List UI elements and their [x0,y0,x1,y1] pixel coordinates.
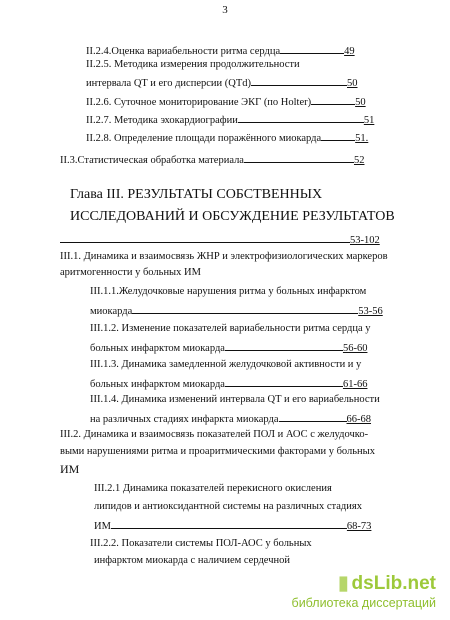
toc-page-ref: 68-73 [346,521,372,532]
toc-entry-text: больных инфарктом миокарда [90,379,225,390]
toc-entry-text: III.1. Динамика и взаимосвязь ЖНР и электрофизиологических маркеров [60,251,388,262]
leader-line [280,42,344,54]
toc-page-ref: 53-56 [358,306,383,317]
toc-entry-text: липидов и антиоксидантной системы на различных стадиях [94,501,362,512]
toc-entry [90,358,361,372]
toc-entry-text: II.2.6. Суточное мониторирование ЭКГ (по Holter) [86,97,312,108]
toc-page-ref: 52 [353,155,365,166]
toc-page-ref: 61-66 [342,379,368,390]
toc-entry-text: ИМ [60,462,80,476]
toc-entry [90,322,370,336]
toc-entry-continued [94,517,371,534]
toc-entry-text: II.2.7. Методика эхокардиографии [86,115,238,126]
toc-page-ref: 51. [355,133,369,144]
toc-entry-text: больных инфарктом миокарда [90,343,225,354]
toc-page-ref: 50 [347,78,358,89]
leader-line [238,111,364,123]
toc-entry-text: III.2.1 Динамика показателей перекисного окисления [94,483,332,494]
toc-entry-continued [60,266,201,280]
toc-page-ref: 56-60 [342,343,368,354]
leader-line [60,231,350,243]
toc-entry [86,58,300,72]
leader-line [311,93,355,105]
toc-entry-text: II.2.5. Методика измерения продолжительности [86,59,300,70]
watermark-tagline: библиотека диссертаций [291,596,436,610]
leader-line [225,339,343,351]
leader-line [279,410,347,422]
leader-line [244,151,354,163]
toc-entry-text: выми нарушениями ритма и проаритмическими факторами у больных [60,446,375,457]
leader-line [321,129,355,141]
toc-entry [60,151,364,168]
book-icon: ▮ [338,573,349,594]
toc-entry-text: на различных стадиях инфаркта миокарда [90,414,279,425]
toc-entry-text: аритмогенности у больных ИМ [60,267,201,278]
toc-entry-text: III.1.3. Динамика замедленной желудочковой активности и у [90,359,362,370]
toc-entry-text: III.2. Динамика и взаимосвязь показателей ПОЛ и АОС с желудочко- [60,429,369,440]
toc-page-ref: 53-102 [350,235,380,246]
toc-entry-text: ИМ [94,521,111,532]
leader-line [225,375,343,387]
toc-entry [90,537,312,551]
toc-entry-text: инфарктом миокарда с наличием сердечной [94,555,290,566]
toc-entry-text: миокарда [90,306,133,317]
toc-entry [60,250,388,264]
toc-entry-continued [90,410,371,427]
toc-entry-text: III.1.4. Динамика изменений интервала QT и его вариабельности [90,394,380,405]
toc-page-ref: 50 [355,97,366,108]
toc-entry-text: II.2.8. Определение площади поражённого миокарда [86,133,322,144]
toc-entry-continued [90,302,383,319]
toc-entry-text: III.2.2. Показатели системы ПОЛ-АОС у больных [90,538,312,549]
toc-entry [90,393,380,407]
toc-entry [90,285,366,299]
chapter-heading: ИССЛЕДОВАНИЙ И ОБСУЖДЕНИЕ РЕЗУЛЬТАТОВ [70,209,395,224]
page-number: 3 [222,4,228,16]
toc-entry [94,482,332,496]
toc-entry-text: интервала QT и его дисперсии (QTd) [86,78,252,89]
toc-entry-text: II.2.4.Оценка вариабельности ритма сердца [86,46,281,57]
toc-entry [86,93,366,110]
toc-entry [86,129,368,146]
leader-line [132,302,358,314]
toc-page-ref: 66-68 [346,414,372,425]
toc-entry-continued [60,445,375,459]
leader-line [111,517,347,529]
toc-entry-continued [60,231,380,248]
toc-entry-continued [60,462,79,476]
chapter-heading: Глава III. РЕЗУЛЬТАТЫ СОБСТВЕННЫХ [70,187,323,202]
toc-entry-text: II.3.Статистическая обработка материала [60,155,244,166]
toc-entry-continued [94,500,362,514]
watermark-logo-text: dsLib.net [351,573,436,594]
toc-entry [60,428,368,442]
toc-page-ref: 51 [363,115,375,126]
toc-entry-continued [90,339,367,356]
toc-entry-continued [86,74,358,91]
toc-entry-continued [94,554,290,568]
toc-entry-continued [90,375,367,392]
toc-entry [86,42,355,59]
leader-line [251,74,347,86]
toc-page-ref: 49 [344,46,355,57]
watermark-logo [338,572,436,595]
toc-entry [86,111,374,128]
toc-entry-text: III.1.1.Желудочковые нарушения ритма у больных инфарктом [90,286,367,297]
toc-entry-text: III.1.2. Изменение показателей вариабельности ритма сердца у [90,323,371,334]
